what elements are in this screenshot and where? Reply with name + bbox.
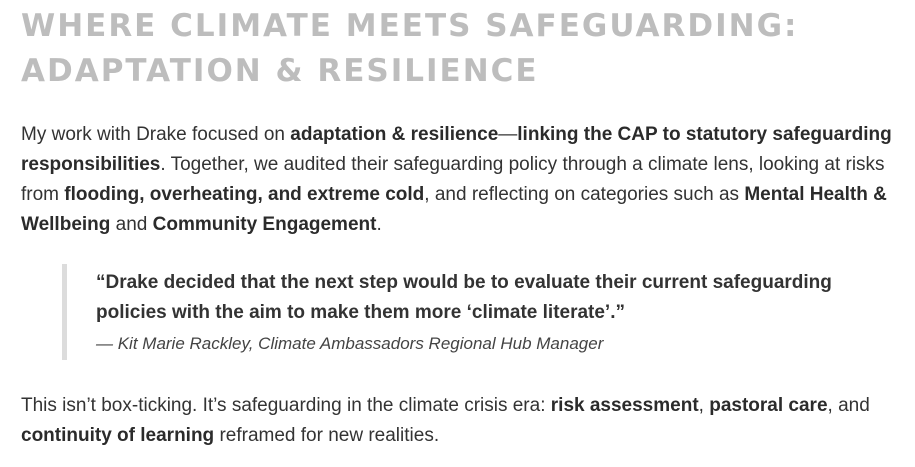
intro-bold-linking: linking the CAP to statutory safeguarding responsibilities [21,124,892,175]
closing-bold-risk-assessment: risk assessment [550,395,699,416]
section-heading [21,4,798,94]
intro-bold-adaptation: adaptation & resilience [290,124,499,145]
testimonial-blockquote [62,264,887,360]
closing-text-1: This isn’t box-ticking. It’s safeguarding in the climate crisis era: [21,395,551,416]
closing-bold-pastoral-care: pastoral care [709,395,828,416]
quote-attribution: — Kit Marie Rackley, Climate Ambassadors Regional Hub Manager [96,334,604,353]
intro-dash: — [498,124,518,145]
quote-text: “Drake decided that the next step would be to evaluate their current safeguarding policies with the aim to make them more ‘climate literate’.” [96,272,832,323]
heading-line-2: ADAPTATION & RESILIENCE [21,53,539,89]
closing-bold-continuity: continuity of learning [21,425,215,446]
closing-text-3: , and [827,395,870,416]
intro-bold-risks: flooding, overheating, and extreme cold [64,184,425,205]
intro-text-3: . Together, we audited their safeguarding policy through a climate lens, looking at risks from [21,154,885,205]
closing-paragraph [21,391,901,451]
intro-text-4: , and reflecting on categories such as [424,184,745,205]
closing-text-4: reframed for new realities. [214,425,440,446]
intro-paragraph [21,120,901,240]
intro-text-5: and [110,214,153,235]
heading-line-1: WHERE CLIMATE MEETS SAFEGUARDING: [21,8,799,44]
intro-bold-community: Community Engagement [152,214,377,235]
closing-text-2: , [698,395,710,416]
intro-bold-mental-health: Mental Health & Wellbeing [21,184,887,235]
intro-text-1: My work with Drake focused on [21,124,291,145]
intro-text-6: . [376,214,382,235]
